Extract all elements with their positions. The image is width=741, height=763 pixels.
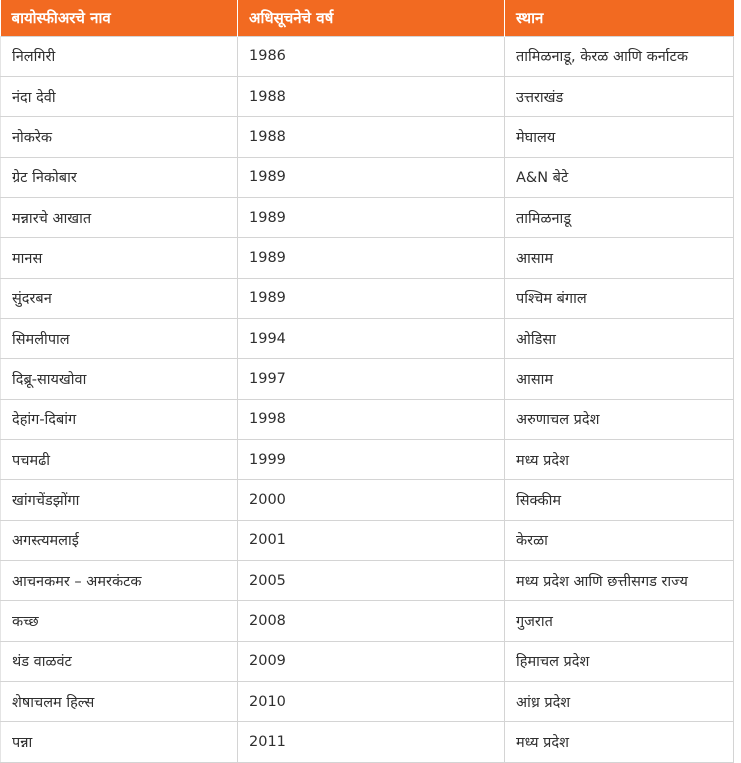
cell-location: ओडिसा xyxy=(505,318,734,358)
cell-notification-year: 2010 xyxy=(238,682,505,722)
table-row xyxy=(1,76,734,116)
cell-biosphere-name: खांगचेंडझोंगा xyxy=(1,480,238,520)
cell-notification-year: 2005 xyxy=(238,560,505,600)
cell-location: तामिळनाडू xyxy=(505,197,734,237)
table-header xyxy=(1,0,734,36)
cell-biosphere-name: अगस्त्यमलाई xyxy=(1,520,238,560)
cell-biosphere-name: दिब्रू-सायखोवा xyxy=(1,359,238,399)
table-row xyxy=(1,722,734,762)
cell-location: आसाम xyxy=(505,238,734,278)
table-row xyxy=(1,480,734,520)
cell-location: आसाम xyxy=(505,359,734,399)
table-row xyxy=(1,601,734,641)
table-row xyxy=(1,117,734,157)
cell-biosphere-name: शेषाचलम हिल्स xyxy=(1,682,238,722)
table-row xyxy=(1,238,734,278)
cell-notification-year: 2011 xyxy=(238,722,505,762)
table-row xyxy=(1,318,734,358)
cell-location: गुजरात xyxy=(505,601,734,641)
cell-biosphere-name: नोकरेक xyxy=(1,117,238,157)
cell-biosphere-name: नंदा देवी xyxy=(1,76,238,116)
header-biosphere-name: बायोस्फीअरचे नाव xyxy=(1,0,238,36)
table-row xyxy=(1,197,734,237)
table-row xyxy=(1,682,734,722)
table-body xyxy=(1,36,734,762)
cell-location: मेघालय xyxy=(505,117,734,157)
cell-location: तामिळनाडू, केरळ आणि कर्नाटक xyxy=(505,36,734,76)
header-notification-year: अधिसूचनेचे वर्ष xyxy=(238,0,505,36)
cell-notification-year: 2001 xyxy=(238,520,505,560)
cell-notification-year: 2000 xyxy=(238,480,505,520)
cell-notification-year: 1989 xyxy=(238,157,505,197)
table-row xyxy=(1,439,734,479)
cell-notification-year: 1988 xyxy=(238,117,505,157)
cell-location: केरळा xyxy=(505,520,734,560)
cell-biosphere-name: थंड वाळवंट xyxy=(1,641,238,681)
cell-location: अरुणाचल प्रदेश xyxy=(505,399,734,439)
cell-notification-year: 1997 xyxy=(238,359,505,399)
cell-biosphere-name: सिमलीपाल xyxy=(1,318,238,358)
cell-notification-year: 1989 xyxy=(238,197,505,237)
cell-notification-year: 1989 xyxy=(238,238,505,278)
cell-biosphere-name: सुंदरबन xyxy=(1,278,238,318)
cell-biosphere-name: पन्ना xyxy=(1,722,238,762)
cell-notification-year: 1989 xyxy=(238,278,505,318)
table-row xyxy=(1,157,734,197)
table-row xyxy=(1,359,734,399)
cell-notification-year: 1999 xyxy=(238,439,505,479)
cell-biosphere-name: मानस xyxy=(1,238,238,278)
header-location: स्थान xyxy=(505,0,734,36)
cell-biosphere-name: देहांग-दिबांग xyxy=(1,399,238,439)
cell-notification-year: 1988 xyxy=(238,76,505,116)
cell-biosphere-name: निलगिरी xyxy=(1,36,238,76)
cell-location: मध्य प्रदेश आणि छत्तीसगड राज्य xyxy=(505,560,734,600)
table-row xyxy=(1,520,734,560)
table-row xyxy=(1,278,734,318)
cell-biosphere-name: ग्रेट निकोबार xyxy=(1,157,238,197)
cell-location: उत्तराखंड xyxy=(505,76,734,116)
table-row xyxy=(1,36,734,76)
cell-location: A&N बेटे xyxy=(505,157,734,197)
cell-notification-year: 1998 xyxy=(238,399,505,439)
cell-biosphere-name: मन्नारचे आखात xyxy=(1,197,238,237)
header-row xyxy=(1,0,734,36)
table-row xyxy=(1,560,734,600)
cell-location: हिमाचल प्रदेश xyxy=(505,641,734,681)
cell-location: आंध्र प्रदेश xyxy=(505,682,734,722)
cell-notification-year: 2009 xyxy=(238,641,505,681)
cell-notification-year: 2008 xyxy=(238,601,505,641)
cell-biosphere-name: पचमढी xyxy=(1,439,238,479)
cell-notification-year: 1994 xyxy=(238,318,505,358)
cell-location: सिक्कीम xyxy=(505,480,734,520)
cell-biosphere-name: कच्छ xyxy=(1,601,238,641)
cell-location: पश्चिम बंगाल xyxy=(505,278,734,318)
cell-location: मध्य प्रदेश xyxy=(505,439,734,479)
cell-location: मध्य प्रदेश xyxy=(505,722,734,762)
table-row xyxy=(1,641,734,681)
cell-biosphere-name: आचनकमर – अमरकंटक xyxy=(1,560,238,600)
cell-notification-year: 1986 xyxy=(238,36,505,76)
table-row xyxy=(1,399,734,439)
